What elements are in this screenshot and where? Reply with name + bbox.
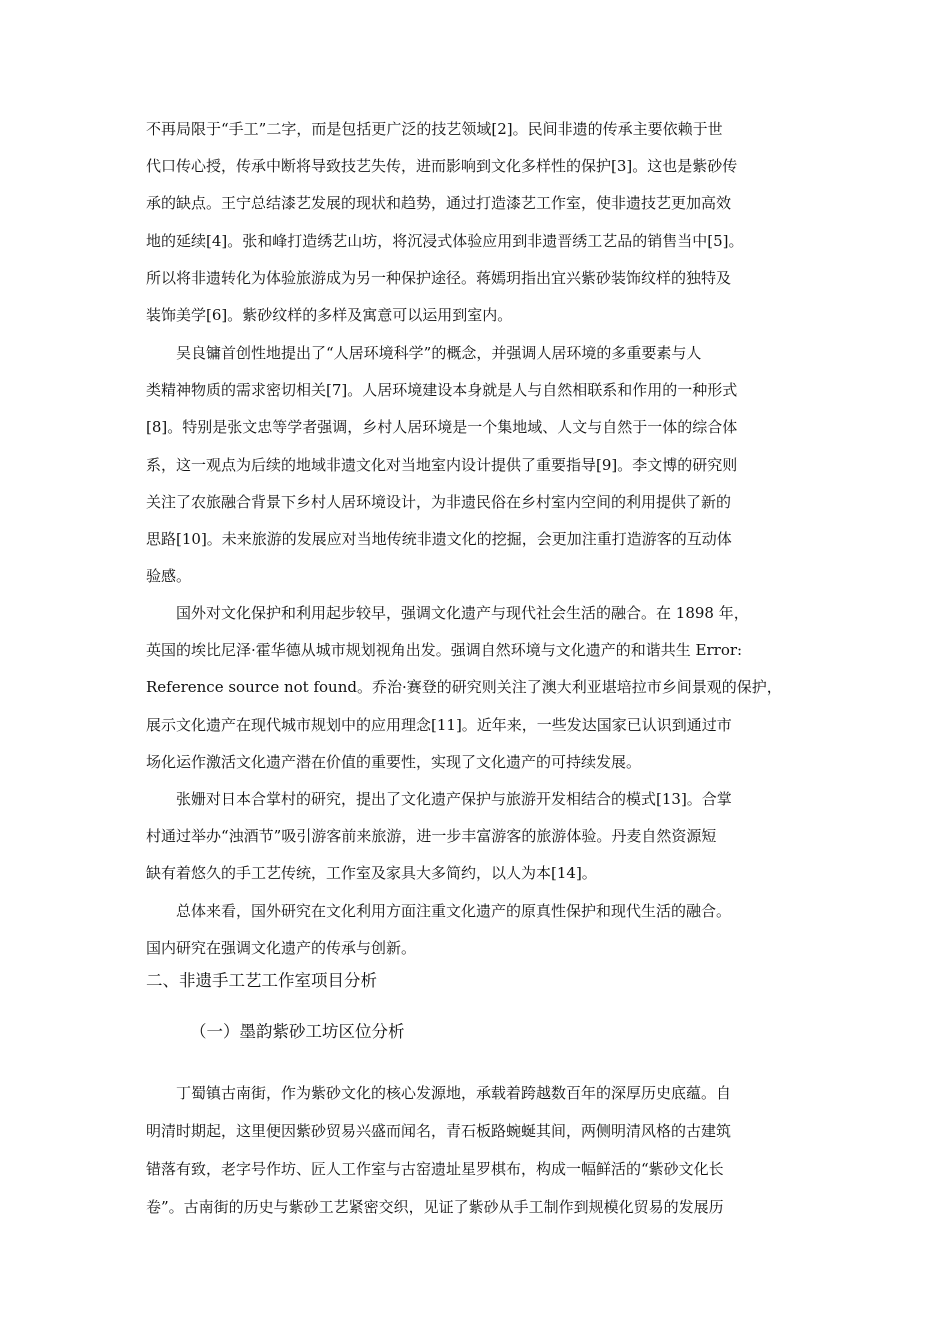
text-line: 村通过举办“浊酒节”吸引游客前来旅游，进一步丰富游客的旅游体验。丹麦自然资源短 [146, 827, 717, 846]
text-line: [8]。特别是张文忠等学者强调，乡村人居环境是一个集地域、人文与自然于一体的综合体 [146, 418, 738, 437]
text-line: 装饰美学[6]。紫砂纹样的多样及寓意可以运用到室内。 [146, 305, 513, 324]
paragraph-foreign-protection [146, 595, 808, 781]
text-line: 错落有致，老字号作坊、匠人工作室与古窑遗址星罗棋布，构成一幅鲜活的“紫砂文化长 [146, 1160, 724, 1178]
paragraph-human-settlement [146, 335, 808, 595]
text-line: 验感。 [146, 567, 192, 586]
text-line: Reference source not found。乔治·赛登的研究则关注了澳大利亚堪培拉市乡间景观的保护， [146, 678, 782, 697]
text-line: 总体来看，国外研究在文化利用方面注重文化遗产的原真性保护和现代生活的融合。 [146, 902, 732, 920]
text-line: 展示文化遗产在现代城市规划中的应用理念[11]。近年来，一些发达国家已认识到通过市 [146, 715, 732, 734]
paragraph-handicraft-inheritance [146, 111, 808, 334]
text-line: 国外对文化保护和利用起步较早，强调文化遗产与现代社会生活的融合。在 1898 年， [146, 604, 749, 622]
text-line: 类精神物质的需求密切相关[7]。人居环境建设本身就是人与自然相联系和作用的一种形式 [146, 381, 738, 400]
paragraph-gunan-street [146, 1074, 808, 1226]
text-line: 系，这一观点为后续的地域非遗文化对当地室内设计提供了重要指导[9]。李文博的研究则 [146, 455, 738, 474]
text-line: 明清时期起，这里便因紫砂贸易兴盛而闻名，青石板路蜿蜒其间，两侧明清风格的古建筑 [146, 1122, 732, 1140]
text-line: 地的延续[4]。张和峰打造绣艺山坊，将沉浸式体验应用到非遗晋绣工艺品的销售当中[5]。 [146, 231, 744, 250]
text-line: 所以将非遗转化为体验旅游成为另一种保护途径。蒋嫣玥指出宜兴紫砂装饰纹样的独特及 [146, 268, 732, 287]
paragraph-gassho-village [146, 781, 808, 893]
section-heading: 二、非遗手工艺工作室项目分析 [146, 971, 377, 990]
text-line: 英国的埃比尼泽·霍华德从城市规划视角出发。强调自然环境与文化遗产的和谐共生 Error: [146, 641, 743, 660]
text-line: 卷”。古南街的历史与紫砂工艺紧密交织，见证了紫砂从手工制作到规模化贸易的发展历 [146, 1198, 724, 1216]
text-line: 关注了农旅融合背景下乡村人居环境设计，为非遗民俗在乡村室内空间的利用提供了新的 [146, 492, 732, 511]
text-line: 丁蜀镇古南街，作为紫砂文化的核心发源地，承载着跨越数百年的深厚历史底蕴。自 [146, 1084, 732, 1102]
text-line: 不再局限于“手工”二字，而是包括更广泛的技艺领域[2]。民间非遗的传承主要依赖于世 [146, 120, 723, 138]
text-line: 吴良镛首创性地提出了“人居环境科学”的概念，并强调人居环境的多重要素与人 [146, 344, 702, 362]
text-line: 场化运作激活文化遗产潜在价值的重要性，实现了文化遗产的可持续发展。 [146, 752, 642, 771]
paragraph-summary [146, 893, 808, 967]
text-line: 缺有着悠久的手工艺传统，工作室及家具大多简约，以人为本[14]。 [146, 864, 597, 883]
subsection-heading: （一）墨韵紫砂工坊区位分析 [190, 1022, 405, 1041]
text-line: 承的缺点。王宁总结漆艺发展的现状和趋势，通过打造漆艺工作室，使非遗技艺更加高效 [146, 194, 732, 213]
text-line: 张姗对日本合掌村的研究，提出了文化遗产保护与旅游开发相结合的模式[13]。合掌 [146, 790, 732, 808]
text-line: 代口传心授，传承中断将导致技艺失传，进而影响到文化多样性的保护[3]。这也是紫砂传 [146, 157, 738, 176]
text-line: 思路[10]。未来旅游的发展应对当地传统非遗文化的挖掘，会更加注重打造游客的互动体 [146, 529, 732, 548]
text-line: 国内研究在强调文化遗产的传承与创新。 [146, 939, 417, 958]
